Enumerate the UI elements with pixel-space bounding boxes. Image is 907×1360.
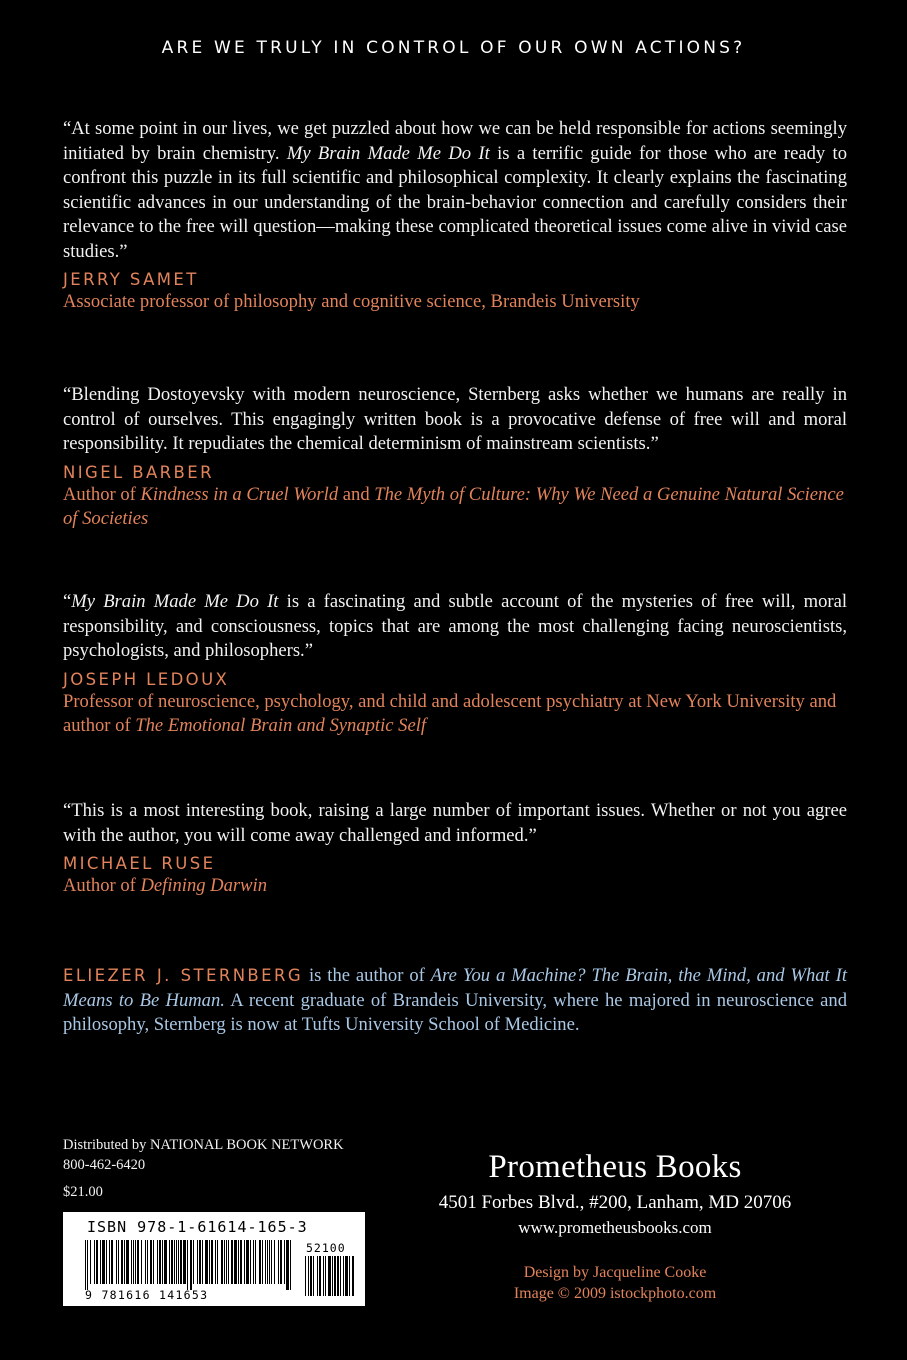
blurb-author-name: JERRY SAMET bbox=[63, 270, 199, 289]
distribution-info bbox=[63, 1135, 344, 1175]
barcode-digits: 9 781616 141653 bbox=[85, 1288, 209, 1302]
isbn-number: ISBN 978-1-61614-165-3 bbox=[87, 1218, 308, 1236]
blurb-quote: “This is a most interesting book, raising a large number of important issues. Whether or not you agree with the author, you will come away challenged and informed.” bbox=[63, 800, 847, 846]
blurb-ledoux bbox=[63, 590, 847, 739]
publisher-website: www.prometheusbooks.com bbox=[518, 1218, 712, 1237]
blurb-author-role: Associate professor of philosophy and cognitive science, Brandeis University bbox=[63, 291, 640, 312]
barcode-price-code: 52100 bbox=[306, 1241, 346, 1255]
publisher-block bbox=[380, 1148, 850, 1240]
publisher-name: Prometheus Books bbox=[488, 1149, 742, 1185]
blurb-quote: “At some point in our lives, we get puzzled about how we can be held responsible for actions seemingly initiated by brain chemistry. My Brain Made Me Do It is a terrific guide for those who are ready to confront this puzzle in its full scientific and philosophical complexity. It clearly explains the fascinating scientific advances in our understanding of the brain-behavior connection and carefully considers their relevance to the free will question—making these complicated theoretical issues come alive in vivid case studies.” bbox=[63, 118, 848, 262]
isbn-barcode bbox=[63, 1212, 365, 1306]
headline: ARE WE TRULY IN CONTROL OF OUR OWN ACTIONS? bbox=[161, 38, 746, 58]
distributor: Distributed by NATIONAL BOOK NETWORK bbox=[63, 1137, 344, 1153]
price: $21.00 bbox=[63, 1184, 103, 1200]
blurb-ruse bbox=[63, 799, 847, 899]
publisher-address: 4501 Forbes Blvd., #200, Lanham, MD 20706 bbox=[438, 1192, 792, 1213]
blurb-author-role: Professor of neuroscience, psychology, and child and adolescent psychiatry at New York University and author of The Emotional Brain and Synaptic Self bbox=[63, 690, 837, 736]
blurb-author-role: Author of Defining Darwin bbox=[63, 875, 268, 896]
blurb-author-name: NIGEL BARBER bbox=[63, 462, 214, 482]
blurb-barber bbox=[63, 383, 847, 532]
blurb-samet bbox=[63, 117, 847, 315]
blurb-author-name: MICHAEL RUSE bbox=[63, 854, 216, 873]
bio-author-name: ELIEZER J. STERNBERG bbox=[63, 966, 304, 985]
blurb-quote: “My Brain Made Me Do It is a fascinating and subtle account of the mysteries of free will, moral responsibility, and consciousness, topics that are among the most challenging facing neuroscientists, psychologists, and philosophers.” bbox=[63, 591, 847, 661]
bio-book-title: Are You a Machine? The Brain, the Mind, and What It Means to Be Human. bbox=[63, 965, 847, 1011]
blurb-quote: “Blending Dostoyevsky with modern neuroscience, Sternberg asks whether we humans are really in control of ourselves. This engagingly written book is a provocative defense of free will and moral responsibility. It repudiates the chemical determinism of mainstream scientists.” bbox=[63, 384, 847, 454]
image-credit: Image © 2009 istockphoto.com bbox=[513, 1285, 717, 1302]
design-credit: Design by Jacqueline Cooke bbox=[523, 1264, 707, 1281]
credits bbox=[430, 1262, 800, 1304]
author-bio: ELIEZER J. STERNBERG is the author of Are You a Machine? The Brain, the Mind, and What It Means to Be Human. A recent graduate of Brandeis University, where he majored in neuroscience and philosophy, Sternberg is now at Tufts University School of Medicine. bbox=[63, 965, 847, 1035]
blurb-author-role: Author of Kindness in a Cruel World and The Myth of Culture: Why We Need a Genuine Natural Science of Societies bbox=[63, 483, 844, 529]
blurb-author-name: JOSEPH LEDOUX bbox=[63, 669, 230, 689]
distributor-phone: 800-462-6420 bbox=[63, 1157, 146, 1173]
